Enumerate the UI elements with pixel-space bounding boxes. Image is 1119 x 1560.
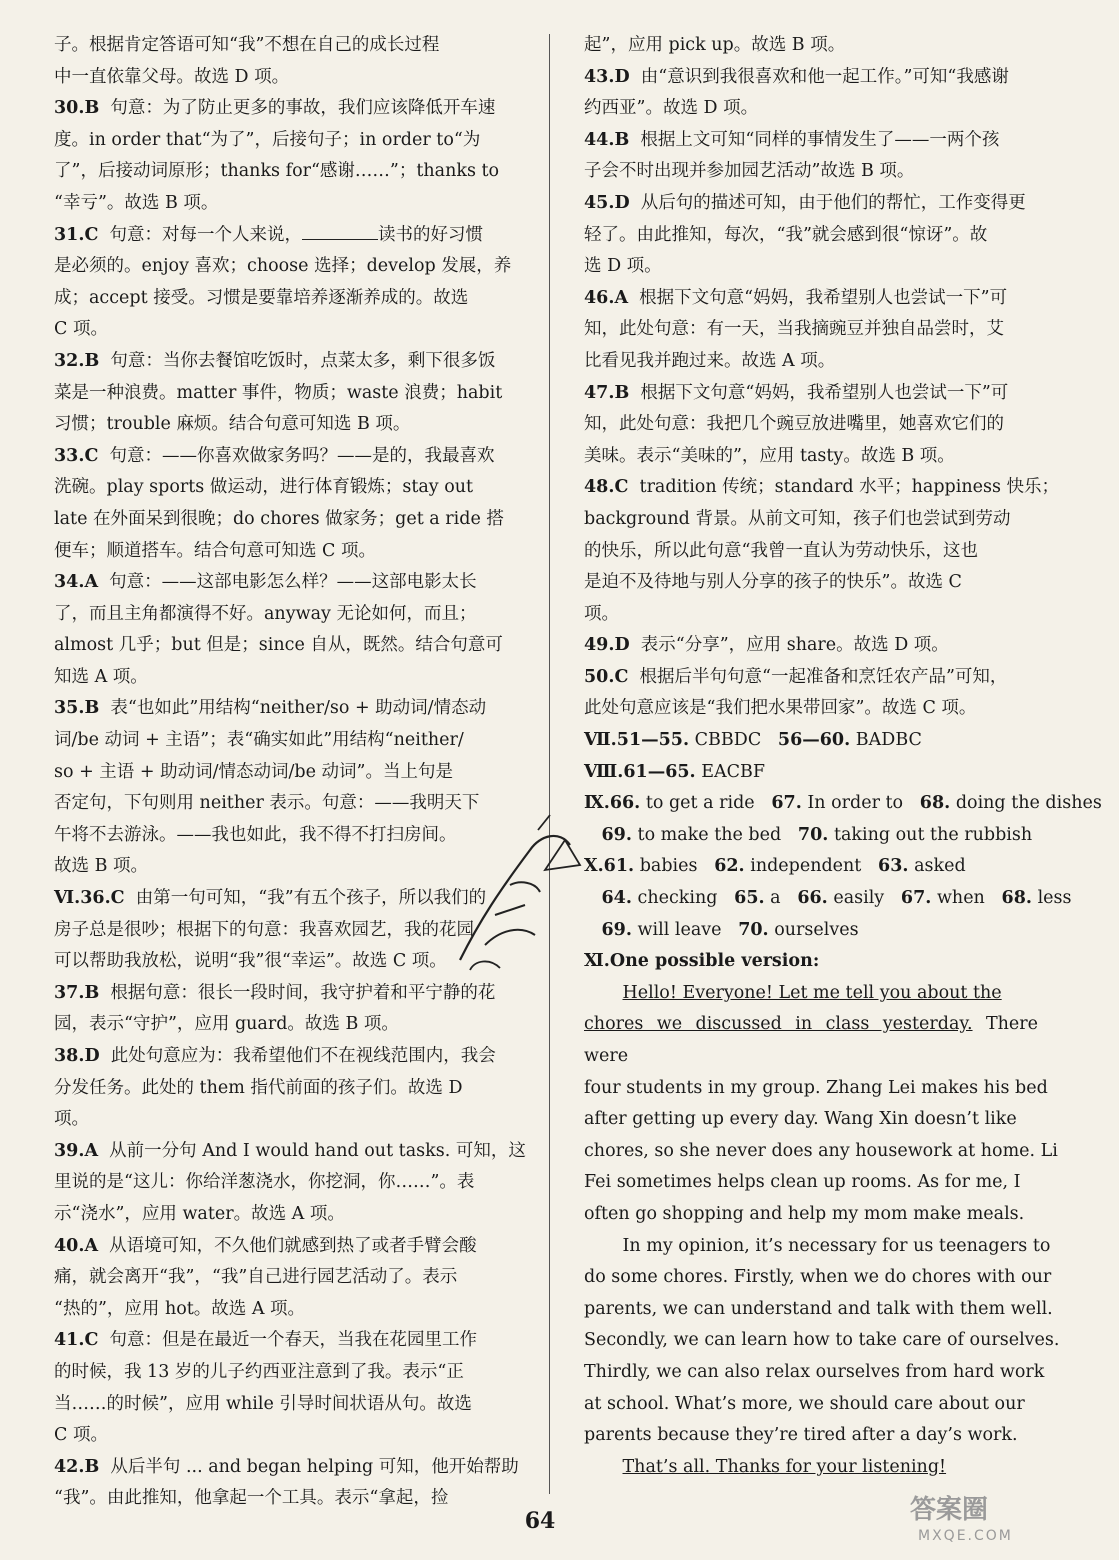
explanation-text: 了”，后接动词原形；thanks for“感谢……”；thanks to (54, 161, 500, 182)
text-line (584, 125, 1038, 157)
text-line (584, 378, 1038, 410)
text-line (54, 156, 534, 188)
text-line (584, 30, 1038, 62)
text-line (584, 251, 1038, 283)
underlined-text: That’s all. Thanks for your listening! (622, 1456, 947, 1477)
question-number: 34. (54, 572, 85, 593)
answer-entry (54, 220, 534, 346)
answer-range: 61—65. (623, 761, 696, 782)
answer-letter: B (614, 382, 630, 403)
explanation-text: 痛，就会离开“我”，“我”自己进行园艺活动了。表示 (54, 1267, 458, 1288)
text-line (584, 283, 1038, 315)
explanation-text: 从后半句 ... and began helping 可知，他开始帮助 (110, 1456, 519, 1477)
text-line (54, 1262, 534, 1294)
item-number: 69. (601, 824, 632, 845)
question-number: 42. (54, 1456, 85, 1477)
text-line (584, 188, 1038, 220)
text-line (54, 1199, 534, 1231)
explanation-text: 句意：但是在最近一个春天，当我在花园里工作 (109, 1330, 478, 1351)
explanation-text: 知，此处句意：有一天，当我摘豌豆并独自品尝时，艾 (584, 319, 1004, 340)
text-line (584, 93, 1038, 125)
answer-entry (54, 1041, 534, 1136)
answer-values: BADBC (855, 730, 922, 751)
text-line (54, 220, 534, 252)
fill-blank (302, 221, 378, 240)
question-number: 49. (584, 635, 615, 656)
item-number: 69. (601, 919, 632, 940)
explanation-text: 此处句意应为：我希望他们不在视线范围内，我会 (110, 1046, 496, 1066)
underlined-text: Hello! Everyone! Let me tell you about the (622, 982, 1002, 1003)
question-number: 44. (584, 129, 615, 150)
answer-entry (584, 283, 1038, 378)
answer-entry (54, 567, 534, 693)
essay-text: There were (584, 1014, 1038, 1066)
text-line (54, 504, 534, 536)
question-number: 39. (54, 1140, 85, 1161)
explanation-text: 项。 (584, 603, 619, 624)
site-watermark-logo (900, 1488, 1050, 1548)
answer-letter: C (614, 477, 629, 498)
text-line (584, 409, 1038, 441)
item-answer: independent (750, 856, 862, 877)
explanation-text: 子。根据肯定答语可知“我”不想在自己的成长过程 (54, 35, 440, 55)
text-line (584, 915, 1038, 947)
answer-entry (54, 346, 534, 441)
item-number: 67. (900, 888, 932, 909)
text-line (584, 788, 1102, 820)
text-line (54, 283, 534, 315)
explanation-text: 午将不去游泳。——我也如此，我不得不打扫房间。 (54, 824, 457, 845)
item-number: 62. (714, 856, 745, 877)
text-line (584, 346, 1038, 378)
text-line (54, 978, 534, 1010)
answer-entry (584, 630, 1038, 662)
question-number: 50. (584, 666, 615, 687)
text-line (54, 630, 534, 662)
answer-entry (584, 62, 1038, 125)
item-number: 68. (919, 793, 951, 814)
explanation-text: 美味。表示“美味的”，应用 tasty。故选 B 项。 (584, 445, 955, 466)
essay-paragraph-2 (584, 1231, 1060, 1452)
explanation-text: 房子总是很吵；根据下的句意：我喜欢园艺，我的花园 (54, 919, 474, 940)
text-line (54, 536, 534, 568)
answer-key-x (584, 851, 1072, 946)
item-answer: a (770, 888, 781, 909)
answer-letter: B (84, 350, 100, 371)
essay-text: chores, so she never does any housework at home. Li (584, 1140, 1058, 1161)
explanation-text: 当……的时候”，应用 while 引导时间状语从句。故选 (54, 1393, 472, 1414)
text-line (54, 1041, 534, 1073)
answer-key-viii (584, 757, 1038, 789)
item-answer: In order to (807, 793, 904, 814)
explanation-text: 根据下文句意“妈妈，我希望别人也尝试一下”可 (639, 287, 1008, 308)
answer-letter: B (84, 98, 100, 119)
item-number: 64. (601, 888, 632, 909)
answer-entry (54, 978, 534, 1041)
answer-range: 56—60. (777, 730, 851, 751)
text-line (54, 599, 534, 631)
essay-text: four students in my group. Zhang Lei makes his bed (584, 1077, 1048, 1098)
text-line (54, 1325, 534, 1357)
answer-letter: D (614, 66, 630, 87)
item-number: 66. (797, 888, 828, 909)
text-line (584, 851, 1038, 883)
text-line (584, 536, 1038, 568)
item-answer: will leave (637, 919, 722, 940)
explanation-text: 否定句，下句则用 neither 表示。句意：——我明天下 (54, 793, 480, 814)
text-line (54, 567, 534, 599)
explanation-text: late 在外面呆到很晚；do chores 做家务；get a ride 搭 (54, 508, 504, 529)
explanation-text: background 背景。从前文可知，孩子们也尝试到劳动 (584, 508, 1011, 529)
text-line (54, 1167, 534, 1199)
essay-title: One possible version: (609, 951, 820, 972)
explanation-text: 习惯；trouble 麻烦。结合句意可知选 B 项。 (54, 414, 411, 435)
answer-key-ix (584, 788, 1102, 851)
essay-text: at school. What’s more, we should care about our (584, 1393, 1025, 1414)
answer-values: EACBF (701, 761, 766, 782)
watermark-text: 答案圈 (910, 1495, 989, 1525)
text-line (54, 1452, 534, 1484)
explanation-text: 子会不时出现并参加园艺活动”故选 B 项。 (584, 161, 915, 182)
explanation-text: 菜是一种浪费。matter 事件，物质；waste 浪费；habit (54, 382, 503, 403)
essay-heading (584, 946, 1038, 978)
explanation-text: 句意：为了防止更多的事故，我们应该降低开车速 (110, 98, 496, 119)
text-line (54, 757, 534, 789)
essay-text: after getting up every day. Wang Xin doesn’t like (584, 1109, 1017, 1130)
explanation-text: 句意：对每一个人来说， (109, 224, 303, 245)
answer-entry (584, 125, 1038, 188)
answer-entry (54, 1136, 534, 1231)
item-answer: taking out the rubbish (833, 824, 1033, 845)
essay-paragraph-1-cont (584, 1009, 1058, 1230)
question-number: 45. (584, 192, 615, 213)
question-number: 46. (584, 287, 615, 308)
text-line (54, 1231, 534, 1263)
explanation-text: 表“也如此”用结构“neither/so + 助动词/情态动 (110, 698, 487, 719)
handwritten-stamp-mark (440, 810, 590, 980)
text-line (584, 883, 1072, 915)
text-line (54, 1009, 534, 1041)
explanation-text: tradition 传统；standard 水平；happiness 快乐； (639, 477, 1060, 498)
text-line (584, 504, 1038, 536)
answer-entry (54, 93, 534, 219)
text-line (54, 251, 534, 283)
item-number: 65. (734, 888, 765, 909)
explanation-text: 是迫不及待地与别人分享的孩子的快乐”。故选 C (584, 572, 962, 593)
explanation-text: 是必须的。enjoy 喜欢；choose 选择；develop 发展，养 (54, 256, 512, 277)
text-line (54, 1420, 534, 1452)
explanation-text: 了，而且主角都演得不好。anyway 无论如何，而且； (54, 603, 477, 624)
item-number: 63. (878, 856, 909, 877)
essay-text: In my opinion, it’s necessary for us teenagers to (622, 1235, 1051, 1256)
explanation-text: 示“浇水”，应用 water。故选 A 项。 (54, 1203, 345, 1224)
underlined-text: chores we discussed in class yesterday. (584, 1014, 973, 1035)
text-line (54, 1294, 534, 1326)
explanation-text: 由第一句可知，“我”有五个孩子，所以我们的 (135, 888, 487, 909)
item-answer: to make the bed (637, 824, 782, 845)
item-answer: checking (637, 888, 718, 909)
text-line (54, 409, 534, 441)
left-column (54, 30, 534, 1515)
explanation-text: 轻了。由此推知，每次，“我”就会感到很“惊讶”。故 (584, 224, 988, 245)
explanation-text: 园，表示“守护”，应用 guard。故选 B 项。 (54, 1014, 399, 1035)
question-number: 32. (54, 350, 85, 371)
column-divider (549, 34, 550, 1494)
text-line (54, 725, 534, 757)
item-answer: doing the dishes (955, 793, 1102, 814)
text-line (54, 1104, 534, 1136)
item-number: 67. (771, 793, 802, 814)
answer-entry (54, 1325, 534, 1451)
text-line (54, 693, 534, 725)
explanation-text: almost 几乎；but 但是；since 自从，既然。结合句意可 (54, 635, 503, 656)
right-column (584, 30, 1102, 1483)
item-number: 61. (603, 856, 635, 877)
answer-letter: C (84, 445, 99, 466)
text-line (54, 188, 534, 220)
explanation-text: 选 D 项。 (584, 256, 662, 277)
answer-letter: C (110, 888, 125, 909)
item-answer: easily (833, 888, 885, 909)
explanation-text: 度。in order that“为了”，后接句子；in order to“为 (54, 129, 481, 150)
explanation-text: 根据后半句句意“一起准备和烹饪农产品”可知， (639, 666, 1008, 687)
explanation-text: 知，此处句意：我把几个豌豆放进嘴里，她喜欢它们的 (584, 414, 1004, 435)
item-answer: when (936, 888, 985, 909)
explanation-text: 中一直依靠父母。故选 D 项。 (54, 66, 290, 87)
text-line (54, 30, 534, 62)
text-line (584, 314, 1038, 346)
answer-letter: C (84, 1330, 99, 1351)
answer-letter: D (614, 635, 630, 656)
text-line (54, 314, 534, 346)
answer-letter: A (84, 572, 99, 593)
section-number: Ⅺ. (584, 951, 610, 972)
explanation-text: 约西亚”。故选 D 项。 (584, 98, 759, 119)
explanation-text: “我”。由此推知，他拿起一个工具。表示“拿起，捡 (54, 1488, 449, 1509)
text-line (584, 472, 1060, 504)
answer-entry (584, 472, 1060, 630)
page-number: 64 (524, 1508, 556, 1534)
answer-letter: D (84, 1046, 100, 1066)
answer-entry (54, 441, 534, 567)
section-number: Ⅷ. (584, 761, 624, 782)
essay-text: Fei sometimes helps clean up rooms. As for me, I (584, 1172, 1021, 1193)
answer-values: CBBDC (694, 730, 762, 751)
answer-entry (54, 1231, 534, 1326)
item-answer: ourselves (774, 919, 859, 940)
item-number: 70. (738, 919, 769, 940)
explanation-text: 句意：——你喜欢做家务吗？——是的，我最喜欢 (109, 445, 495, 466)
question-number: 36. (80, 888, 111, 909)
explanation-text: 从前一分句 And I would hand out tasks. 可知，这 (109, 1140, 526, 1161)
answer-letter: B (84, 698, 100, 719)
explanation-text: 分发任务。此处的 them 指代前面的孩子们。故选 D (54, 1077, 463, 1098)
explanation-text: 表示“分享”，应用 share。故选 D 项。 (640, 635, 949, 656)
explanation-text: C 项。 (54, 319, 108, 340)
explanation-text: 词/be 动词 + 主语”；表“确实如此”用结构“neither/ (54, 730, 464, 751)
section-number: Ⅸ. (584, 793, 610, 814)
text-line (54, 441, 534, 473)
essay-text: Thirdly, we can also relax ourselves from hard work (584, 1361, 1045, 1382)
explanation-text: “热的”，应用 hot。故选 A 项。 (54, 1298, 306, 1319)
answer-letter: C (614, 666, 629, 687)
question-number: 47. (584, 382, 615, 403)
watermark-url: MXQE.COM (918, 1528, 1013, 1544)
essay-text: often go shopping and help my mom make meals. (584, 1203, 1025, 1224)
explanation-text: 成；accept 接受。习惯是要靠培养逐渐养成的。故选 (54, 287, 469, 308)
answer-letter: B (84, 982, 100, 1003)
text-line (54, 125, 534, 157)
text-line (54, 1073, 534, 1105)
essay-text: Secondly, we can learn how to take care of ourselves. (584, 1330, 1060, 1351)
text-line (54, 472, 534, 504)
explanation-text: 根据下文句意“妈妈，我希望别人也尝试一下”可 (640, 382, 1009, 403)
text-line (584, 156, 1038, 188)
text-line (54, 1357, 534, 1389)
answer-entry (584, 188, 1038, 283)
explanation-text: 根据上文可知“同样的事情发生了——一两个孩 (640, 129, 1000, 150)
answer-entry (584, 662, 1038, 725)
section-number: Ⅹ. (584, 856, 604, 877)
explanation-text: 项。 (54, 1109, 89, 1130)
answer-letter: A (84, 1140, 99, 1161)
item-answer: to get a ride (645, 793, 755, 814)
answer-range: 51—55. (616, 730, 690, 751)
explanation-text: C 项。 (54, 1425, 108, 1446)
explanation-text: 从后句的描述可知，由于他们的帮忙，工作变得更 (640, 192, 1026, 213)
answer-letter: D (614, 192, 630, 213)
answer-entry (584, 30, 1038, 62)
item-number: 70. (797, 824, 829, 845)
section-number: Ⅶ. (584, 730, 617, 751)
text-line (584, 693, 1038, 725)
item-number: 66. (609, 793, 641, 814)
text-line (584, 630, 1038, 662)
explanation-text: 此处句意应该是“我们把水果带回家”。故选 C 项。 (584, 698, 977, 719)
answer-entry (54, 30, 534, 93)
explanation-text: 知选 A 项。 (54, 666, 148, 687)
explanation-text: 故选 B 项。 (54, 856, 148, 877)
item-answer: babies (639, 856, 698, 877)
explanation-text: 从语境可知，不久他们就感到热了或者手臂会酸 (109, 1235, 477, 1256)
text-line (54, 346, 534, 378)
answer-key-vii (584, 725, 1038, 757)
question-number: 35. (54, 698, 85, 719)
answer-entry (584, 378, 1038, 473)
question-number: 40. (54, 1235, 85, 1256)
text-line (54, 378, 534, 410)
essay-paragraph-3 (584, 1452, 1038, 1484)
text-line (584, 441, 1038, 473)
question-number: 31. (54, 224, 85, 245)
explanation-text: 的时候，我 13 岁的儿子约西亚注意到了我。表示“正 (54, 1361, 464, 1382)
explanation-text: 可以帮助我放松，说明“我”很“幸运”。故选 C 项。 (54, 951, 447, 972)
explanation-text: 洗碗。play sports 做运动，进行体育锻炼；stay out (54, 477, 474, 498)
text-line (54, 1389, 534, 1421)
question-number: 38. (54, 1046, 85, 1066)
essay-text: parents because they’re tired after a day’s work. (584, 1425, 1018, 1446)
explanation-text: 里说的是“这儿：你给洋葱浇水，你挖洞，你……”。表 (54, 1172, 475, 1193)
answer-letter: C (84, 224, 99, 245)
item-number: 68. (1001, 888, 1032, 909)
question-number: 37. (54, 982, 85, 1003)
text-line (584, 567, 1038, 599)
question-number: 43. (584, 66, 615, 87)
explanation-text: 读书的好习惯 (378, 224, 484, 245)
section-number: Ⅵ. (54, 888, 81, 909)
item-answer: asked (914, 856, 966, 877)
question-number: 41. (54, 1330, 85, 1351)
text-line (54, 93, 534, 125)
answer-letter: B (614, 129, 630, 150)
explanation-text: so + 主语 + 助动词/情态动词/be 动词”。当上句是 (54, 761, 453, 782)
essay-paragraph-1 (584, 978, 1038, 1010)
essay-text: parents, we can understand and talk with them well. (584, 1298, 1053, 1319)
explanation-text: 比看见我并跑过来。故选 A 项。 (584, 350, 836, 371)
explanation-text: 根据句意：很长一段时间，我守护着和平宁静的花 (110, 982, 496, 1003)
essay-text: do some chores. Firstly, when we do chores with our (584, 1267, 1052, 1288)
explanation-text: 起”，应用 pick up。故选 B 项。 (584, 35, 846, 55)
explanation-text: 句意：当你去餐馆吃饭时，点菜太多，剩下很多饭 (110, 350, 496, 371)
text-line (584, 662, 1038, 694)
explanation-text: 的快乐，所以此句意“我曾一直认为劳动快乐，这也 (584, 540, 978, 561)
explanation-text: 便车；顺道搭车。结合句意可知选 C 项。 (54, 540, 377, 561)
text-line (584, 599, 1038, 631)
question-number: 48. (584, 477, 615, 498)
question-number: 33. (54, 445, 85, 466)
text-line (54, 1136, 534, 1168)
text-line (584, 220, 1038, 252)
text-line (584, 820, 1038, 852)
question-number: 30. (54, 98, 85, 119)
item-answer: less (1037, 888, 1072, 909)
answer-letter: B (84, 1456, 100, 1477)
explanation-text: 由“意识到我很喜欢和他一起工作。”可知“我感谢 (640, 66, 1009, 87)
text-line (584, 62, 1038, 94)
explanation-text: 句意：——这部电影怎么样？——这部电影太长 (109, 572, 477, 593)
answer-letter: A (84, 1235, 99, 1256)
answer-entry (54, 1452, 534, 1515)
text-line (54, 62, 534, 94)
answer-letter: A (614, 287, 629, 308)
explanation-text: “幸亏”。故选 B 项。 (54, 192, 219, 213)
text-line (54, 662, 534, 694)
